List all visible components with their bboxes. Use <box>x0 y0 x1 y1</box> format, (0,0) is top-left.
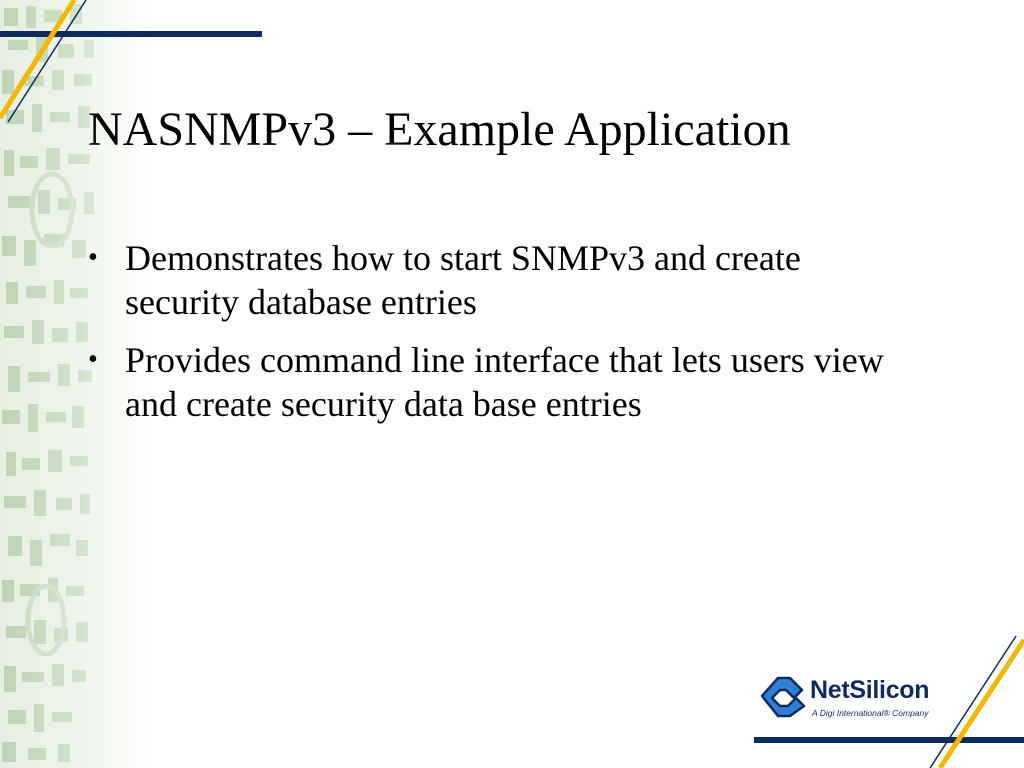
bullet-item <box>88 338 908 426</box>
bullet-dot-icon: • <box>88 242 98 273</box>
logo-wordmark: NetSilicon <box>810 676 930 704</box>
bullet-list <box>88 236 908 440</box>
slide-title: NASNMPv3 – Example Application <box>88 103 791 156</box>
logo-tagline: A Digi International® Company <box>812 708 929 718</box>
netsilicon-logo-mark-icon <box>756 674 808 718</box>
bullet-dot-icon: • <box>88 344 98 375</box>
netsilicon-logo <box>752 670 962 730</box>
bullet-item <box>88 236 908 324</box>
bullet-text: Demonstrates how to start SNMPv3 and create security database entries <box>125 238 801 322</box>
bullet-text: Provides command line interface that lets users view and create security data base entries <box>125 340 884 424</box>
